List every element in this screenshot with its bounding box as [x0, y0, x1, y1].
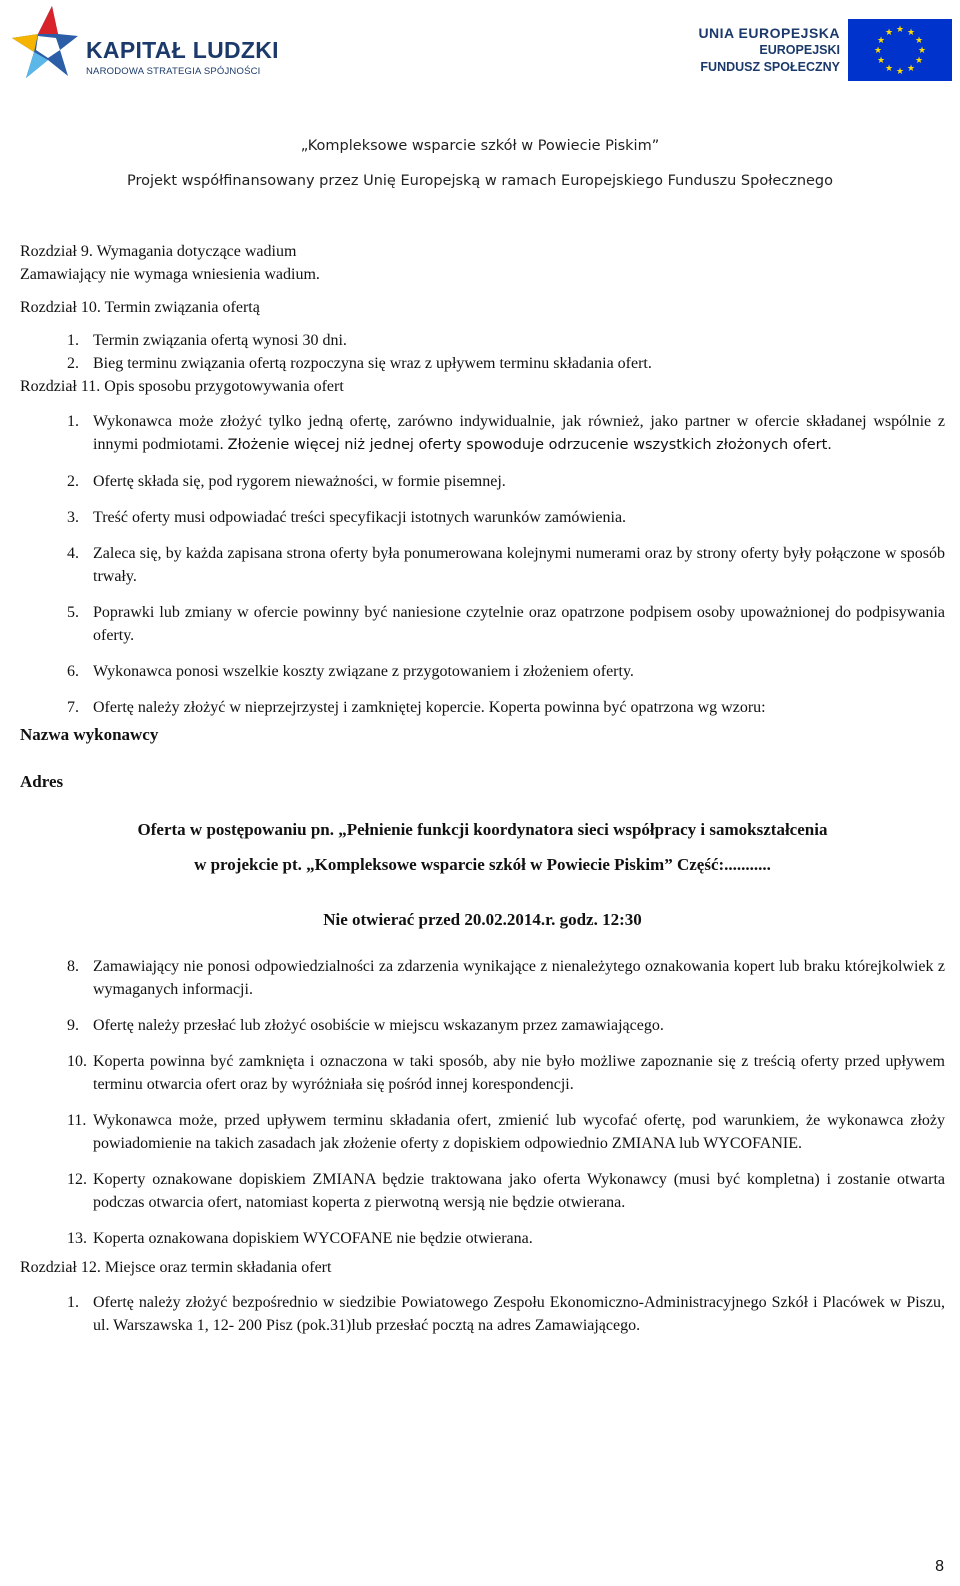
- list-item: 10. Koperta powinna być zamknięta i oznaczona w taki sposób, aby nie było możliwe zapoznanie się z treścią oferty przed upływem terminu otwarcia ofert oraz by wyróżniała się pośród innej korespondencji.: [67, 1053, 945, 1093]
- list-item: 2. Bieg terminu związania ofertą rozpoczyna się wraz z upływem terminu składania ofert.: [67, 355, 652, 372]
- envelope-line-3: Nie otwierać przed 20.02.2014.r. godz. 12:30: [323, 910, 642, 929]
- list-item: 11. Wykonawca może, przed upływem terminu składania ofert, zmienić lub wycofać ofertę, pod warunkiem, że wykonawca złoży powiadomienie na takich zasadach jak złożenie oferty z dopiskiem odpowiednio ZMIANA lub WYCOFANIE.: [67, 1112, 945, 1152]
- list-item: 8. Zamawiający nie ponosi odpowiedzialności za zdarzenia wynikające z nienależytego oznakowania kopert lub braku którejkolwiek z wymaganych informacji.: [67, 958, 945, 998]
- list-item: 2. Ofertę składa się, pod rygorem nieważności, w formie pisemnej.: [67, 473, 506, 490]
- eu-text-block: [698, 25, 840, 76]
- list-item: 1. Wykonawca może złożyć tylko jedną ofertę, zarówno indywidualnie, jak również, jako partner w ofercie składanej wspólnie z innymi podmiotami. Złożenie więcej niż jednej oferty spowoduje odrzucenie wszystkich złożonych ofert.: [67, 413, 945, 453]
- page-number: 8: [935, 1558, 944, 1575]
- list-item: 9. Ofertę należy przesłać lub złożyć osobiście w miejscu wskazanym przez zamawiającego.: [67, 1017, 664, 1034]
- list-item: 5. Poprawki lub zmiany w ofercie powinny być naniesione czytelnie oraz opatrzone podpisem osoby upoważnionej do podpisywania oferty.: [67, 604, 945, 644]
- document-body: [20, 240, 945, 1337]
- chapter-9-text: Zamawiający nie wymaga wniesienia wadium.: [20, 266, 320, 283]
- svg-text:★: ★: [906, 64, 916, 74]
- page-header: [0, 0, 960, 200]
- svg-text:★: ★: [876, 36, 886, 46]
- svg-text:★: ★: [895, 67, 905, 77]
- eu-line-3: FUNDUSZ SPOŁECZNY: [700, 60, 840, 74]
- envelope-name-label: Nazwa wykonawcy: [20, 725, 159, 744]
- list-item: 13. Koperta oznakowana dopiskiem WYCOFANE nie będzie otwierana.: [67, 1230, 533, 1247]
- list-item: 6. Wykonawca ponosi wszelkie koszty związane z przygotowaniem i złożeniem oferty.: [67, 663, 634, 680]
- eu-line-1: UNIA EUROPEJSKA: [698, 25, 840, 41]
- chapter-10-list: [20, 329, 945, 375]
- eu-flag-icon: [848, 19, 952, 81]
- svg-text:★: ★: [914, 56, 924, 66]
- kapital-ludzki-star-icon: [8, 4, 80, 94]
- chapter-9-title: Rozdział 9. Wymagania dotyczące wadium: [20, 243, 297, 260]
- envelope-address-label: Adres: [20, 772, 64, 791]
- svg-text:★: ★: [914, 36, 924, 46]
- list-item: 7. Ofertę należy złożyć w nieprzejrzystej i zamkniętej kopercie. Koperta powinna być opatrzona wg wzoru:: [67, 699, 766, 716]
- svg-text:★: ★: [917, 46, 927, 56]
- kapital-ludzki-logo: [8, 4, 288, 94]
- envelope-line-1: Oferta w postępowaniu pn. „Pełnienie funkcji koordynatora sieci współpracy i samokształcenia: [137, 820, 828, 839]
- envelope-line-2: w projekcie pt. „Kompleksowe wsparcie szkół w Powiecie Piskim” Część:...........: [194, 855, 771, 874]
- list-item: 3. Treść oferty musi odpowiadać treści specyfikacji istotnych warunków zamówienia.: [67, 509, 627, 526]
- chapter-10-title: Rozdział 10. Termin związania ofertą: [20, 299, 260, 316]
- project-title: „Kompleksowe wsparcie szkół w Powiecie Piskim”: [300, 138, 660, 154]
- chapter-11-title: Rozdział 11. Opis sposobu przygotowywania ofert: [20, 378, 344, 395]
- chapter-11-list: [20, 410, 945, 719]
- kapital-ludzki-name: KAPITAŁ LUDZKI: [86, 37, 279, 63]
- chapter-12-title: Rozdział 12. Miejsce oraz termin składania ofert: [20, 1259, 332, 1276]
- eu-line-2: EUROPEJSKI: [759, 43, 840, 57]
- project-subtitle: Projekt współfinansowany przez Unię Europejską w ramach Europejskiego Funduszu Społecznego: [126, 173, 834, 189]
- list-item: 12. Koperty oznakowane dopiskiem ZMIANA będzie traktowana jako oferta Wykonawcy (musi być kompletna) i zostanie otwarta podczas otwarcia ofert, natomiast koperta z pierwotną wersją nie będzie otwierana.: [67, 1171, 945, 1211]
- chapter-11-list-continued: [20, 955, 945, 1250]
- list-item: 1. Termin związania ofertą wynosi 30 dni.: [67, 332, 347, 349]
- svg-text:★: ★: [873, 46, 883, 56]
- svg-text:★: ★: [906, 28, 916, 38]
- chapter-12-list: [20, 1291, 945, 1337]
- svg-text:★: ★: [895, 25, 905, 35]
- svg-text:★: ★: [876, 56, 886, 66]
- list-item: 4. Zaleca się, by każda zapisana strona oferty była ponumerowana kolejnymi numerami oraz by strony oferty były połączone w sposób trwały.: [67, 545, 945, 585]
- svg-text:★: ★: [884, 64, 894, 74]
- kapital-ludzki-subtitle: NARODOWA STRATEGIA SPÓJNOŚCI: [86, 66, 261, 77]
- list-item: 1. Ofertę należy złożyć bezpośrednio w siedzibie Powiatowego Zespołu Ekonomiczno-Administracyjnego Szkół i Placówek w Piszu, ul. Warszawska 1, 12- 200 Pisz (pok.31)lub przesłać pocztą na adres Zamawiającego.: [67, 1294, 945, 1334]
- svg-text:★: ★: [884, 28, 894, 38]
